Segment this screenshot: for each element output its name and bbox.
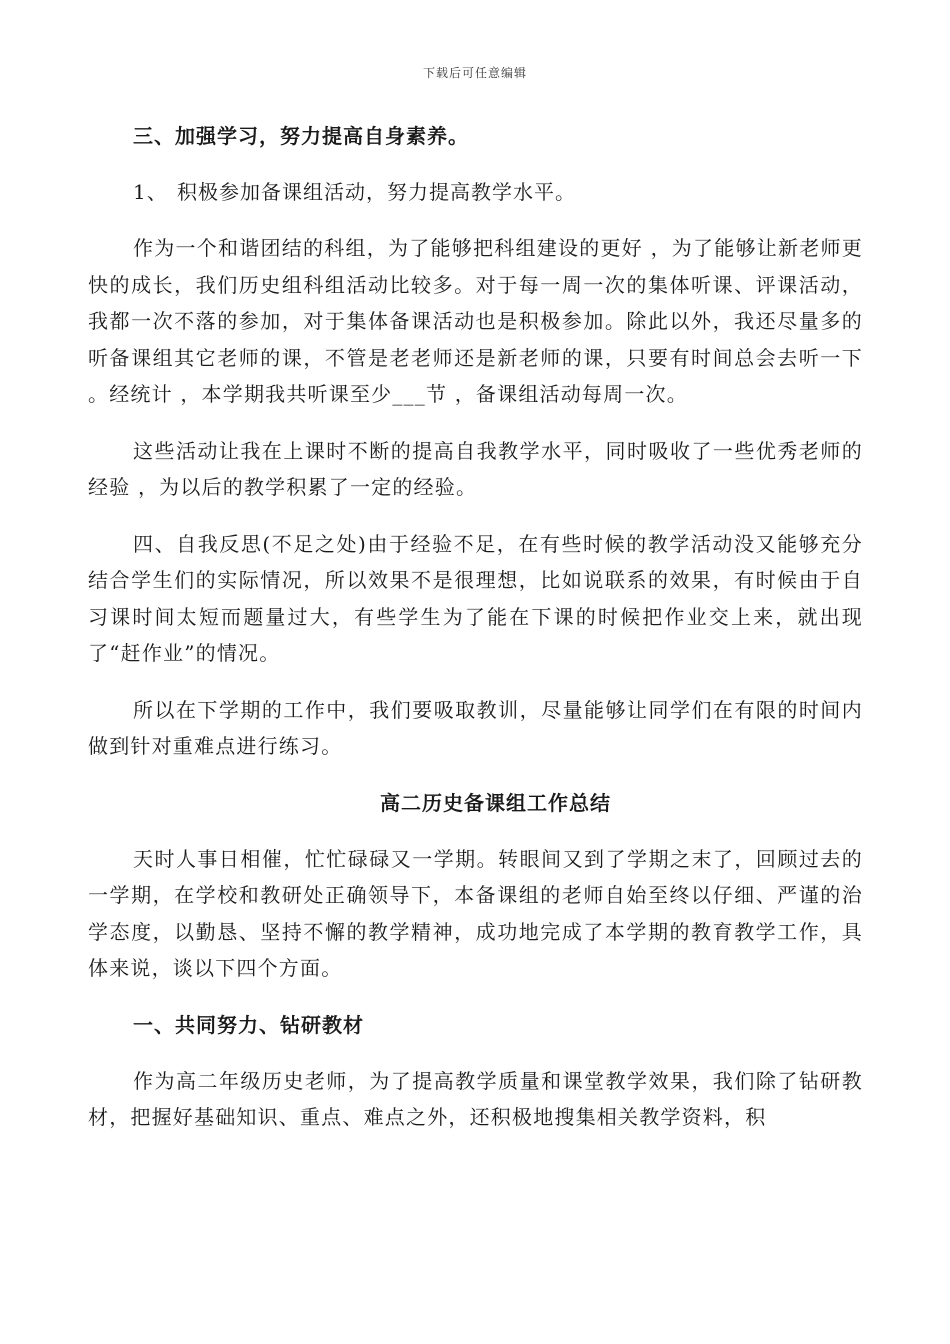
paragraph: 所以在下学期的工作中，我们要吸取教训，尽量能够让同学们在有限的时间内做到针对重难点进行练习。 [88,697,863,758]
paragraph: 作为一个和谐团结的科组，为了能够把科组建设的更好 ，为了能够让新老师更快的成长，我们历史组科组活动比较多。对于每一周一次的集体听课、评课活动，我都一次不落的参加，对于集体备课活动也是积极参加。除此以外，我还尽量多的听备课组其它老师的课，不管是老老师还是新老师的课，只要有时间总会去听一下 。经统计 ，本学期我共听课至少___节 ，备课组活动每周一次。 [88,236,863,406]
header-note: 下载后可任意编辑 [422,66,527,80]
numbered-item [133,174,863,210]
document-body [88,118,863,1156]
item-text: 积极参加备课组活动，努力提高教学水平。 [177,180,576,204]
paragraph: 这些活动让我在上课时不断的提高自我教学水平，同时吸收了一些优秀老师的经验 ，为以后的教学积累了一定的经验。 [88,438,863,499]
section-heading: 一、共同努力、钻研教材 [133,1012,364,1037]
item-number: 1、 [133,180,168,204]
paragraph: 四、自我反思(不足之处)由于经验不足，在有些时候的教学活动没又能够充分结合学生们的实际情况，所以效果不是很理想，比如说联系的效果，有时候由于自习课时间太短而题量过大，有些学生为了能在下课的时候把作业交上来，就出现了“赶作业”的情况。 [88,531,863,665]
paragraph: 天时人事日相催，忙忙碌碌又一学期。转眼间又到了学期之末了，回顾过去的一学期，在学校和教研处正确领导下，本备课组的老师自始至终以仔细、严谨的治学态度，以勤恳、坚持不懈的教学精神，成功地完成了本学期的教育教学工作，具体来说，谈以下四个方面。 [88,846,863,980]
paragraph: 作为高二年级历史老师，为了提高教学质量和课堂教学效果，我们除了钻研教材，把握好基础知识、重点、难点之外，还积极地搜集相关教学资料，积 [88,1068,863,1129]
document-title: 高二历史备课组工作总结 [380,790,611,815]
section-heading: 三、加强学习，努力提高自身素养。 [133,124,469,148]
